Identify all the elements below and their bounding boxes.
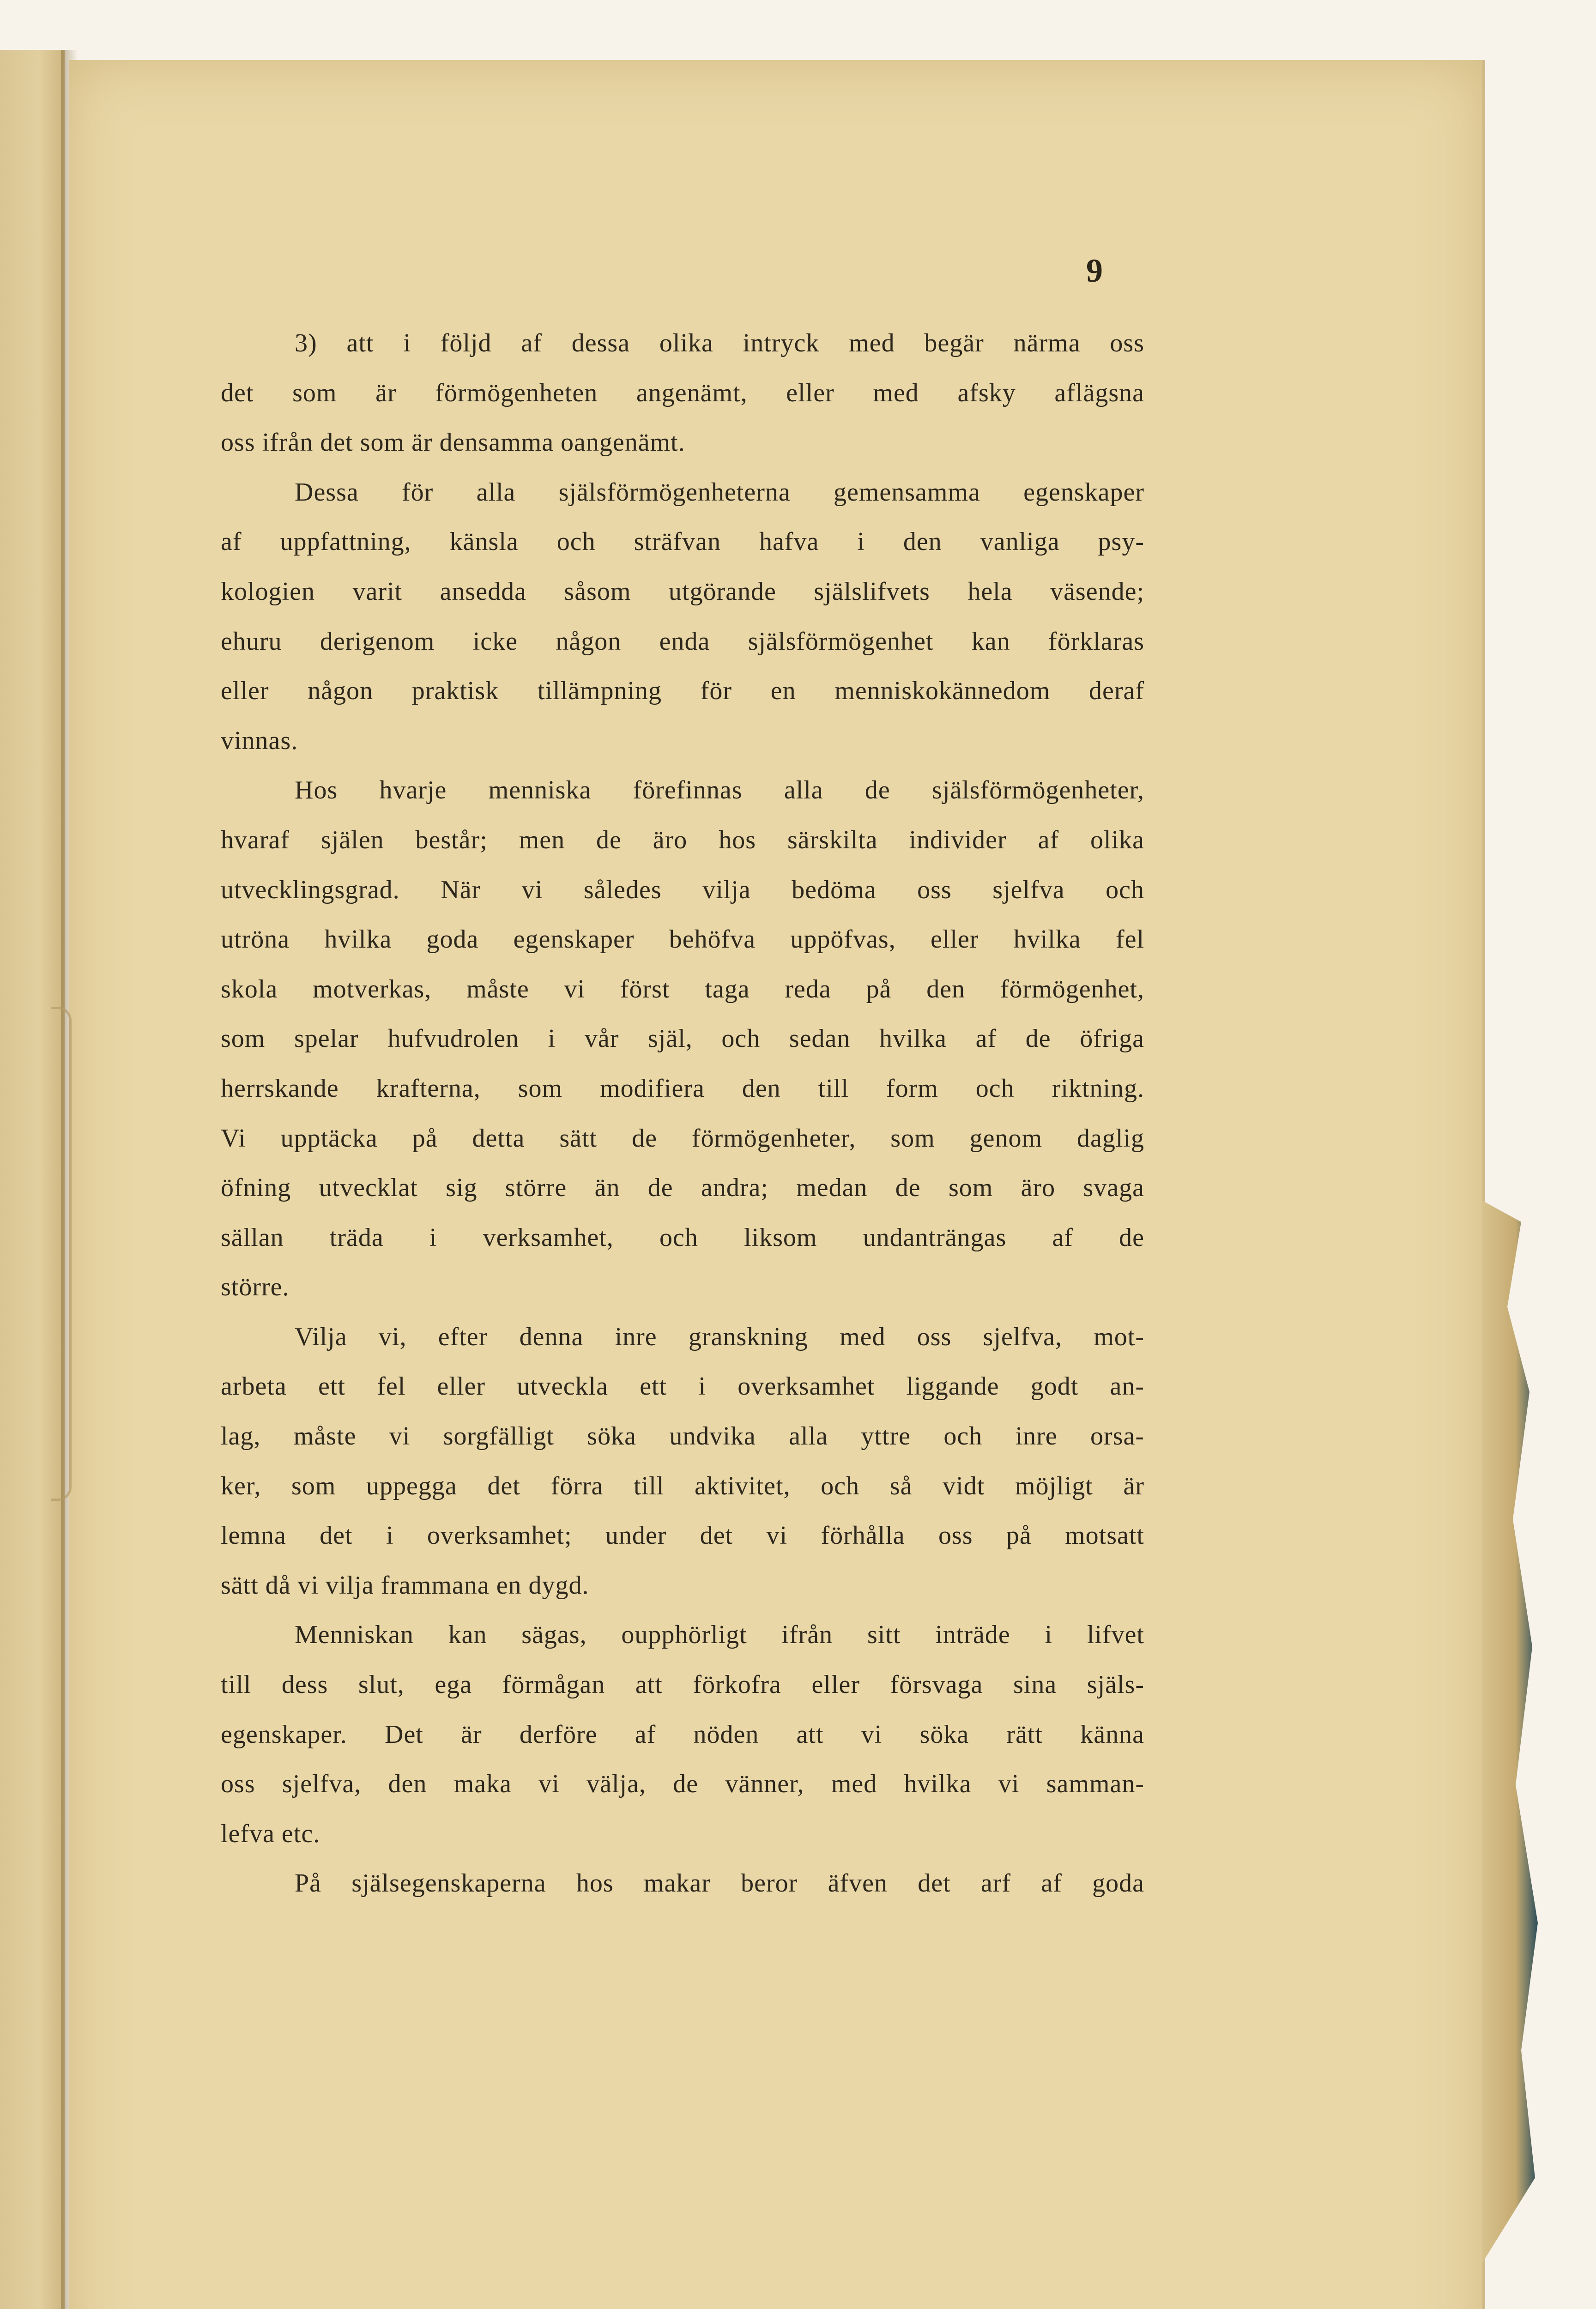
text-line: öfning utvecklat sig större än de andra; medan de som äro svaga: [221, 1173, 1144, 1203]
text-line: vinnas.: [221, 726, 298, 755]
paragraph-2: [221, 468, 1144, 766]
text-line: På själsegenskaperna hos makar beror äfven det arf af goda: [295, 1869, 1144, 1898]
text-line: till dess slut, ega förmågan att förkofra eller försvaga sina själs-: [221, 1670, 1144, 1699]
paragraph-3: [221, 766, 1144, 1312]
text-line: större.: [221, 1273, 290, 1302]
binding-thread: [51, 1007, 72, 1501]
text-line: skola motverkas, måste vi först taga reda på den förmögenhet,: [221, 974, 1144, 1003]
text-line: utvecklingsgrad. När vi således vilja bedöma oss sjelfva och: [221, 875, 1144, 904]
paragraph-5: [221, 1610, 1144, 1859]
text-line: Dessa för alla själsförmögenheterna gemensamma egenskaper: [295, 478, 1144, 507]
text-line: lefva etc.: [221, 1819, 320, 1848]
text-line: sällan träda i verksamhet, och liksom undanträngas af de: [221, 1223, 1144, 1252]
text-line: utröna hvilka goda egenskaper behöfva uppöfvas, eller hvilka fel: [221, 925, 1144, 954]
text-line: ehuru derigenom icke någon enda själsförmögenhet kan förklaras: [221, 627, 1144, 656]
text-line: arbeta ett fel eller utveckla ett i overksamhet liggande godt an-: [221, 1372, 1144, 1401]
frayed-page-edge: [1482, 1201, 1538, 2263]
text-line: lemna det i overksamhet; under det vi förhålla oss på motsatt: [221, 1521, 1144, 1550]
text-line: lag, måste vi sorgfälligt söka undvika alla yttre och inre orsa-: [221, 1422, 1144, 1451]
text-line: oss ifrån det som är densamma oangenämt.: [221, 428, 685, 457]
paragraph-4: [221, 1312, 1144, 1611]
text-line: egenskaper. Det är derföre af nöden att vi söka rätt känna: [221, 1720, 1144, 1749]
text-line: ker, som uppegga det förra till aktivitet, och så vidt möjligt är: [221, 1471, 1144, 1500]
text-line: 3) att i följd af dessa olika intryck med begär närma oss: [295, 329, 1144, 357]
paragraph-1: [221, 319, 1144, 468]
text-line: Vilja vi, efter denna inre granskning med oss sjelfva, mot-: [295, 1322, 1144, 1351]
text-line: hvaraf själen består; men de äro hos särskilta individer af olika: [221, 825, 1144, 854]
text-line: herrskande krafterna, som modifiera den till form och riktning.: [221, 1074, 1144, 1103]
body-text: [221, 319, 1144, 1909]
text-line: Menniskan kan sägas, oupphörligt ifrån sitt inträde i lifvet: [295, 1620, 1144, 1650]
text-line: kologien varit ansedda såsom utgörande själslifvets hela väsende;: [221, 577, 1144, 606]
text-line: Vi upptäcka på detta sätt de förmögenheter, som genom daglig: [221, 1124, 1144, 1153]
text-line: som spelar hufvudrolen i vår själ, och sedan hvilka af de öfriga: [221, 1024, 1144, 1053]
text-line: det som är förmögenheten angenämt, eller med afsky aflägsna: [221, 378, 1144, 407]
paragraph-6: [221, 1859, 1144, 1909]
text-line: oss sjelfva, den maka vi välja, de vänner, med hvilka vi samman-: [221, 1770, 1144, 1799]
text-line: Hos hvarje menniska förefinnas alla de själsförmögenheter,: [295, 776, 1144, 805]
text-line: af uppfattning, känsla och sträfvan hafva i den vanliga psy-: [221, 527, 1144, 556]
page-number: 9: [1086, 252, 1103, 289]
text-line: sätt då vi vilja frammana en dygd.: [221, 1571, 589, 1600]
text-line: eller någon praktisk tillämpning för en menniskokännedom deraf: [221, 677, 1144, 706]
